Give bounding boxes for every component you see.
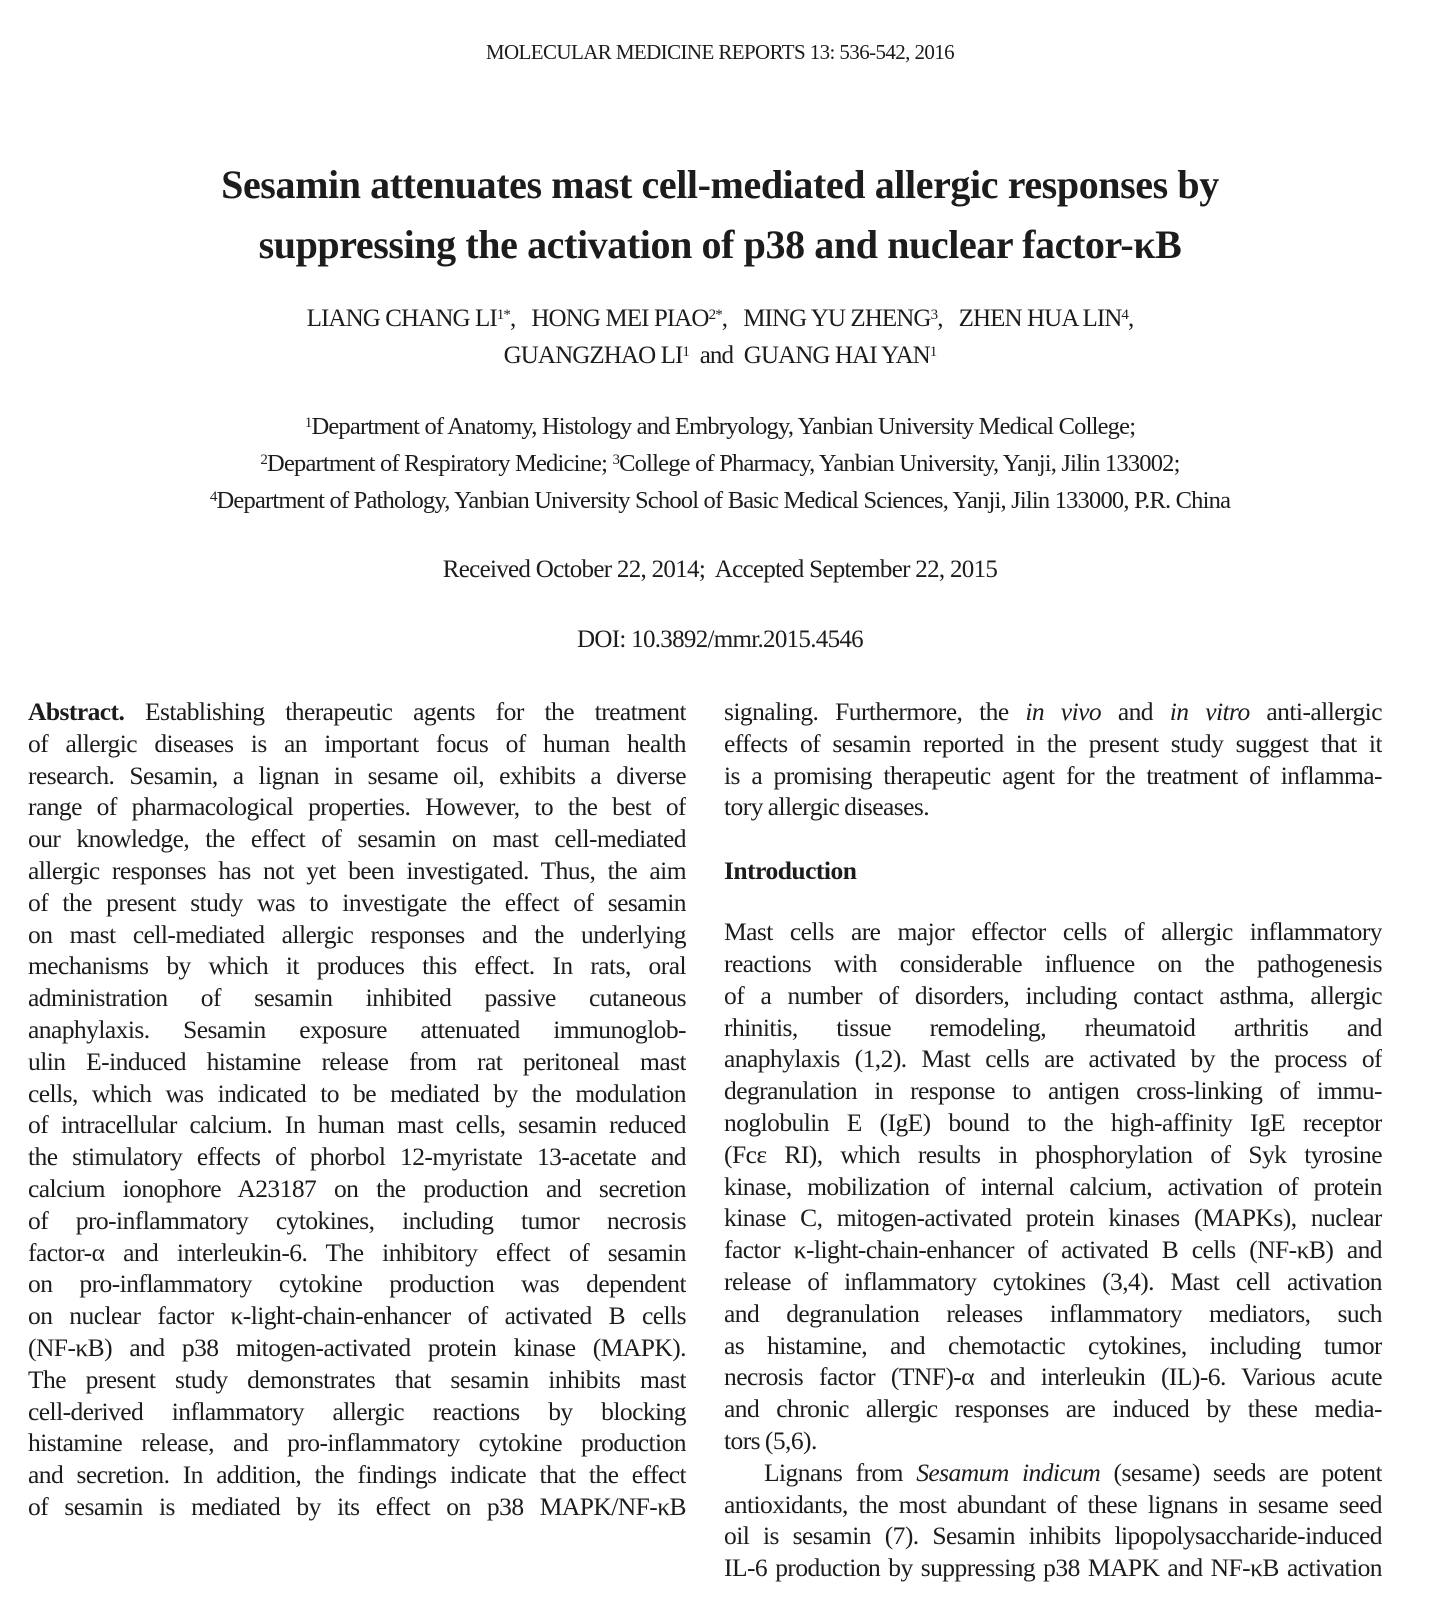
- text-line: tors (5,6).: [724, 1425, 817, 1455]
- section-heading-introduction: Introduction: [724, 856, 857, 886]
- text-line: cells, which was indicated to be mediated by the modulation: [28, 1078, 686, 1108]
- text-line: reactions with considerable influence on the pathogenesis: [724, 948, 1382, 978]
- text-line: mechanisms by which it produces this effect. In rats, oral: [28, 951, 686, 981]
- intro-italic-term: Sesamum indicum: [916, 1457, 1101, 1487]
- text-line: as histamine, and chemotactic cytokines, including tumor: [724, 1330, 1382, 1360]
- text-line: on nuclear factor κ-light-chain-enhancer of activated B cells: [28, 1301, 686, 1331]
- text-line: degranulation in response to antigen cross-linking of immu-: [724, 1076, 1382, 1106]
- text-line: release of inflammatory cytokines (3,4). Mast cell activation: [724, 1266, 1382, 1296]
- text-line: ulin E-induced histamine release from rat peritoneal mast: [28, 1046, 686, 1076]
- article-title: [0, 155, 1440, 275]
- text-line: research. Sesamin, a lignan in sesame oil, exhibits a diverse: [28, 760, 686, 790]
- introduction-paragraph-1: [724, 916, 1382, 1457]
- text-line: Mast cells are major effector cells of allergic inflammatory: [724, 917, 1382, 947]
- text-line: of the present study was to investigate the effect of sesamin: [28, 887, 686, 917]
- author-line-1: [0, 300, 1440, 337]
- abstract-label: Abstract.: [28, 697, 125, 726]
- author-separator: ,: [509, 305, 527, 332]
- author-affiliation-mark: 1*: [496, 307, 510, 323]
- text-line: antioxidants, the most abundant of these lignans in sesame seed: [724, 1489, 1382, 1519]
- received-accepted-dates: Received October 22, 2014; Accepted September 22, 2015: [442, 556, 998, 583]
- introduction-line: [724, 1457, 1382, 1489]
- text-line: of intracellular calcium. In human mast cells, sesamin reduced: [28, 1110, 686, 1140]
- abstract-text: anti-allergic: [1249, 697, 1382, 726]
- text-line: factor-α and interleukin-6. The inhibitory effect of sesamin: [28, 1237, 686, 1267]
- author-separator: ,: [1128, 305, 1134, 332]
- text-line: of allergic diseases is an important focus of human health: [28, 728, 686, 758]
- text-line: of sesamin is mediated by its effect on p38 MAPK/NF-κB: [28, 1491, 686, 1521]
- text-line: rhinitis, tissue remodeling, rheumatoid arthritis and: [724, 1012, 1382, 1042]
- text-line: our knowledge, the effect of sesamin on mast cell-mediated: [28, 824, 686, 854]
- text-line: of a number of disorders, including contact asthma, allergic: [724, 980, 1382, 1010]
- author-separator: ,: [937, 305, 954, 332]
- author-name: GUANG HAI YAN: [743, 342, 930, 369]
- abstract-text: signaling. Furthermore, the: [724, 697, 1026, 726]
- author-affiliation-mark: 1: [682, 344, 689, 360]
- text-line: administration of sesamin inhibited passive cutaneous: [28, 983, 686, 1013]
- text-line: histamine release, and pro-inflammatory cytokine production: [28, 1428, 686, 1458]
- text-line: noglobulin E (IgE) bound to the high-affinity IgE receptor: [724, 1107, 1382, 1137]
- abstract-continuation-line: [724, 696, 1382, 728]
- text-line: and degranulation releases inflammatory mediators, such: [724, 1298, 1382, 1328]
- author-affiliation-mark: 3: [930, 307, 938, 323]
- text-line: (Fcε RI), which results in phosphorylation of Syk tyrosine: [724, 1139, 1382, 1169]
- text-line: effects of sesamin reported in the present study suggest that it: [724, 728, 1382, 758]
- text-line: calcium ionophore A23187 on the production and secretion: [28, 1173, 686, 1203]
- affiliation-mark: 2: [260, 452, 268, 468]
- abstract-text: and: [1101, 697, 1170, 726]
- text-line: the stimulatory effects of phorbol 12-myristate 13-acetate and: [28, 1142, 686, 1172]
- affiliation-text: College of Pharmacy, Yanbian University, Yanji, Jilin 133002;: [619, 450, 1180, 477]
- affiliation-mark: 3: [612, 452, 620, 468]
- author-name: ZHEN HUA LIN: [958, 305, 1122, 332]
- text-line: on pro-inflammatory cytokine production was dependent: [28, 1269, 686, 1299]
- author-list: [0, 300, 1440, 374]
- author-separator: ,: [721, 305, 738, 332]
- doi[interactable]: DOI: 10.3892/mmr.2015.4546: [577, 626, 863, 653]
- author-name: LIANG CHANG LI: [306, 305, 497, 332]
- abstract-italic-term: in vitro: [1169, 697, 1250, 726]
- abstract-body: [28, 728, 686, 1523]
- affiliation-mark: 4: [209, 489, 217, 505]
- intro-text: (sesame) seeds are potent: [1100, 1457, 1382, 1487]
- text-line: range of pharmacological properties. However, to the best of: [28, 792, 686, 822]
- text-line: of pro-inflammatory cytokines, including tumor necrosis: [28, 1205, 686, 1235]
- text-line: kinase, mobilization of internal calcium, activation of protein: [724, 1171, 1382, 1201]
- author-affiliation-mark: 4: [1121, 307, 1129, 323]
- text-line: The present study demonstrates that sesamin inhibits mast: [28, 1364, 686, 1394]
- affiliation-text: Department of Pathology, Yanbian University School of Basic Medical Sciences, Yanji, Jilin 133000, P.R. China: [216, 487, 1231, 514]
- text-line: cell-derived inflammatory allergic reactions by blocking: [28, 1396, 686, 1426]
- author-affiliation-mark: 1: [929, 344, 937, 360]
- affiliation-line-3: [0, 482, 1440, 519]
- text-line: (NF-κB) and p38 mitogen-activated protein kinase (MAPK).: [28, 1332, 686, 1362]
- author-affiliation-mark: 2*: [708, 307, 722, 323]
- intro-text: Lignans from: [764, 1457, 917, 1487]
- affiliation-line-2: [0, 445, 1440, 482]
- author-name: HONG MEI PIAO: [531, 305, 709, 332]
- text-line: IL-6 production by suppressing p38 MAPK and NF-κB activation: [724, 1553, 1382, 1583]
- abstract-column: [28, 696, 686, 1523]
- author-separator: and: [689, 342, 744, 369]
- text-line: is a promising therapeutic agent for the treatment of inflamma-: [724, 760, 1382, 790]
- text-line: anaphylaxis. Sesamin exposure attenuated immunoglob-: [28, 1014, 686, 1044]
- text-line: and secretion. In addition, the findings indicate that the effect: [28, 1460, 686, 1490]
- text-line: necrosis factor (TNF)-α and interleukin (IL)-6. Various acute: [724, 1362, 1382, 1392]
- text-line: anaphylaxis (1,2). Mast cells are activated by the process of: [724, 1044, 1382, 1074]
- journal-running-header: MOLECULAR MEDICINE REPORTS 13: 536-542, 2016: [485, 40, 955, 64]
- right-column: [724, 696, 1382, 1584]
- author-line-2: [0, 337, 1440, 374]
- introduction-paragraph-2: [724, 1489, 1382, 1584]
- text-line: allergic responses has not yet been investigated. Thus, the aim: [28, 855, 686, 885]
- text-line: kinase C, mitogen-activated protein kinases (MAPKs), nuclear: [724, 1203, 1382, 1233]
- text-line: and chronic allergic responses are induced by these media-: [724, 1394, 1382, 1424]
- text-line: factor κ-light-chain-enhancer of activated B cells (NF-κB) and: [724, 1235, 1382, 1265]
- abstract-continuation: [724, 728, 1382, 823]
- abstract-line: [28, 696, 686, 728]
- affiliation-text: Department of Respiratory Medicine;: [267, 450, 613, 477]
- text-line: tory allergic diseases.: [724, 792, 930, 822]
- abstract-line-text: Establishing therapeutic agents for the treatment: [124, 697, 686, 726]
- author-name: GUANGZHAO LI: [503, 342, 683, 369]
- affiliation-text: Department of Anatomy, Histology and Embryology, Yanbian University Medical College;: [311, 413, 1136, 440]
- abstract-italic-term: in vivo: [1025, 697, 1102, 726]
- text-line: on mast cell-mediated allergic responses and the underlying: [28, 919, 686, 949]
- article-title-line-2: suppressing the activation of p38 and nuclear factor-κB: [258, 222, 1182, 267]
- author-name: MING YU ZHENG: [743, 305, 931, 332]
- affiliation-line-1: [0, 408, 1440, 445]
- article-title-line-1: Sesamin attenuates mast cell-mediated allergic responses by: [221, 162, 1219, 207]
- affiliation-mark: 1: [304, 415, 312, 431]
- affiliation-list: [0, 408, 1440, 519]
- text-line: oil is sesamin (7). Sesamin inhibits lipopolysaccharide-induced: [724, 1521, 1382, 1551]
